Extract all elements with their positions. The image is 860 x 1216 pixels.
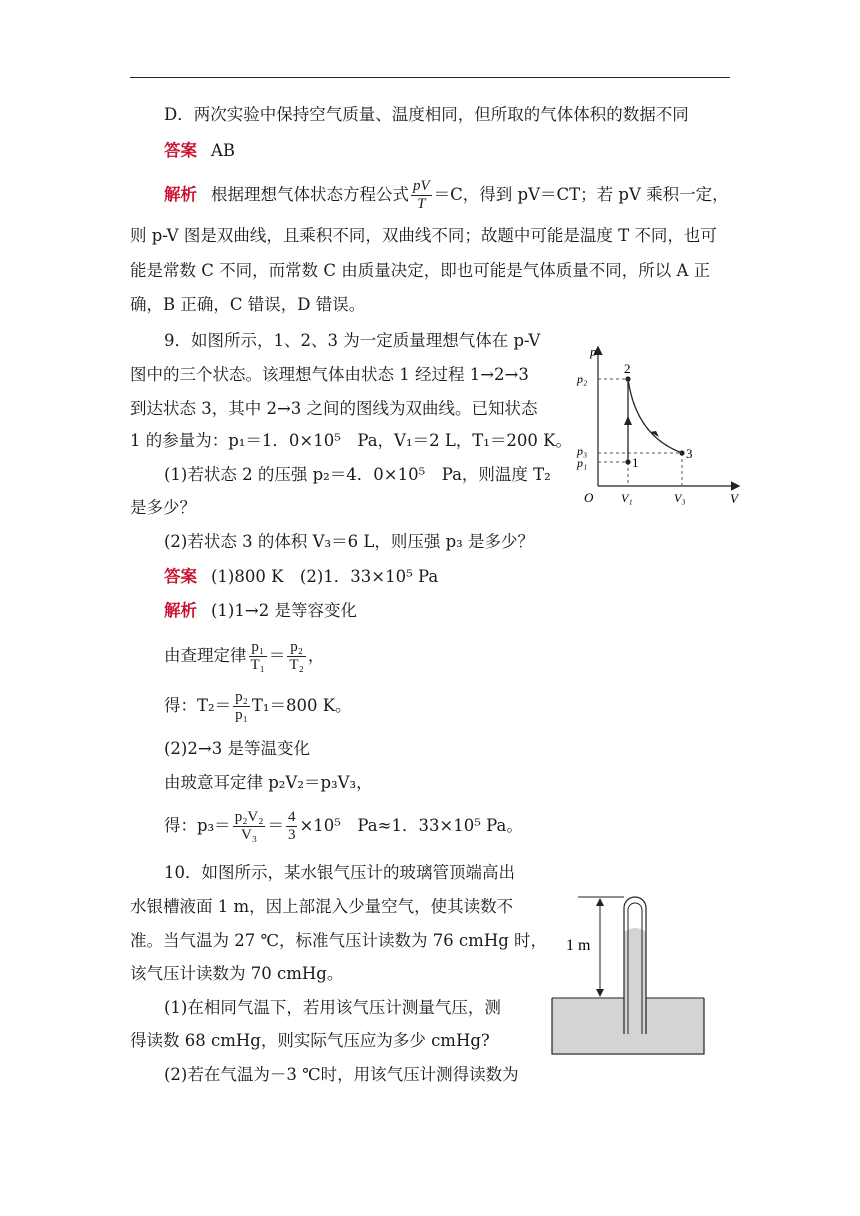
analysis-text: 根据理想气体状态方程公式 — [211, 185, 409, 204]
p1-label: p₁ — [577, 456, 588, 470]
arrow-down-icon — [596, 989, 604, 997]
answer-label: 答案 — [164, 567, 197, 586]
fraction-numerator: p₂V₂ — [234, 809, 264, 825]
state-2-point — [625, 376, 630, 381]
fraction-p2-p1 — [233, 689, 250, 724]
fraction-pv-t — [411, 178, 432, 213]
fraction-numerator: 4 — [287, 809, 296, 825]
answer-text: (1)800 K (2)1．33×10⁵ Pa — [211, 567, 439, 586]
q9-analysis-line6 — [164, 806, 523, 846]
q8-analysis-line2: 则 p-V 图是双曲线，且乘积不同，双曲线不同；故题中可能是温度 T 不同，也可 — [130, 226, 717, 245]
analysis-text: ×10⁵ Pa≈1．33×10⁵ Pa。 — [299, 816, 523, 835]
fraction-denominator: 3 — [287, 827, 296, 843]
p-axis-label: p — [590, 344, 597, 359]
height-label: 1 m — [566, 937, 591, 954]
arrow-up-icon — [624, 416, 632, 425]
q9-analysis-line4: (2)2→3 是等温变化 — [164, 739, 310, 758]
q10-line1: 10．如图所示，某水银气压计的玻璃管顶端高出 — [164, 863, 515, 882]
equals-sign: ＝ — [267, 816, 284, 835]
analysis-text: ， — [307, 646, 325, 665]
q9-analysis-line2 — [164, 636, 324, 676]
analysis-label: 解析 — [164, 185, 197, 204]
analysis-text: 得：p₃＝ — [164, 816, 231, 835]
fraction-denominator: V₃ — [241, 827, 258, 843]
fraction-numerator: p₁ — [249, 639, 267, 657]
q9-sub2: (2)若状态 3 的体积 V₃＝6 L，则压强 p₃ 是多少？ — [164, 532, 535, 551]
q9-line1: 9．如图所示，1、2、3 为一定质量理想气体在 p-V — [164, 331, 541, 350]
state-2-label: 2 — [624, 361, 631, 376]
barometer-diagram — [548, 886, 714, 1060]
state-3-point — [679, 450, 684, 455]
analysis-text: (1)1→2 是等容变化 — [211, 601, 357, 620]
q8-analysis-line3: 能是常数 C 不同，而常数 C 由质量决定，即也可能是气体质量不同，所以 A 正 — [130, 261, 711, 280]
state-1-label: 1 — [632, 455, 639, 470]
state-1-point — [625, 459, 630, 464]
analysis-text: T₁＝800 K。 — [251, 696, 352, 715]
pv-diagram — [570, 336, 750, 516]
option-d: D．两次实验中保持空气质量、温度相同，但所取的气体体积的数据不同 — [164, 105, 689, 124]
p3-label: p₃ — [577, 444, 588, 458]
arrow-up-icon — [596, 898, 604, 906]
fraction-numerator: pV — [413, 178, 430, 194]
equals-sign: ＝ — [268, 646, 286, 665]
v1-label: V₁ — [621, 491, 633, 505]
analysis-text: 由查理定律 — [164, 646, 247, 665]
q10-sub2: (2)若在气温为－3 ℃时，用该气压计测得读数为 — [164, 1065, 519, 1084]
q10-line3: 准。当气温为 27 ℃，标准气压计读数为 76 cmHg 时， — [130, 931, 548, 950]
analysis-text: ＝C，得到 pV＝CT；若 pV 乘积一定， — [433, 185, 729, 204]
answer-text: AB — [211, 141, 236, 160]
mercury-column — [624, 928, 646, 1034]
p2-label: p₂ — [577, 372, 588, 386]
v3-label: V₃ — [674, 491, 686, 505]
q9-analysis-line5: 由玻意耳定律 p₂V₂＝p₃V₃， — [164, 773, 373, 792]
q8-analysis-line4: 确，B 正确，C 错误，D 错误。 — [130, 295, 366, 314]
q9-sub1b: 是多少？ — [130, 498, 196, 517]
q9-sub1a: (1)若状态 2 的压强 p₂＝4．0×10⁵ Pa，则温度 T₂ — [164, 465, 551, 484]
analysis-label: 解析 — [164, 601, 197, 620]
answer-label: 答案 — [164, 141, 197, 160]
origin-label: O — [584, 490, 594, 505]
fraction-denominator: p₁ — [235, 707, 248, 723]
q8-answer — [164, 140, 235, 162]
fraction-p2-t2 — [287, 639, 305, 674]
v-axis-label: V — [730, 491, 738, 506]
fraction-denominator: T₂ — [289, 657, 304, 673]
q10-sub1b: 得读数 68 cmHg，则实际气压应为多少 cmHg? — [130, 1031, 490, 1050]
q9-analysis-line1 — [164, 600, 357, 622]
fraction-numerator: p₂ — [235, 689, 248, 705]
q8-analysis-line1 — [164, 178, 729, 213]
fraction-numerator: p₂ — [287, 639, 305, 657]
analysis-text: 得：T₂＝ — [164, 696, 232, 715]
fraction-4-3 — [286, 809, 298, 844]
fraction-p1-t1 — [249, 639, 267, 674]
isotherm-2-3 — [628, 379, 682, 453]
q10-line4: 该气压计读数为 70 cmHg。 — [130, 964, 344, 983]
fraction-denominator: T₁ — [250, 657, 265, 673]
q9-line2: 图中的三个状态。该理想气体由状态 1 经过程 1→2→3 — [130, 365, 529, 384]
fraction-p2v2-v3 — [233, 809, 266, 844]
q9-line3: 到达状态 3，其中 2→3 之间的图线为双曲线。已知状态 — [130, 399, 538, 418]
q9-answer — [164, 566, 438, 588]
q10-sub1a: (1)在相同气温下，若用该气压计测量气压，测 — [164, 998, 501, 1017]
state-3-label: 3 — [686, 446, 693, 461]
fraction-denominator: T — [417, 196, 426, 212]
q9-line4: 1 的参量为：p₁＝1．0×10⁵ Pa，V₁＝2 L，T₁＝200 K。 — [130, 431, 572, 450]
q9-analysis-line3 — [164, 686, 352, 726]
header-rule — [130, 77, 730, 78]
q10-line2: 水银槽液面 1 m，因上部混入少量空气，使其读数不 — [130, 897, 514, 916]
